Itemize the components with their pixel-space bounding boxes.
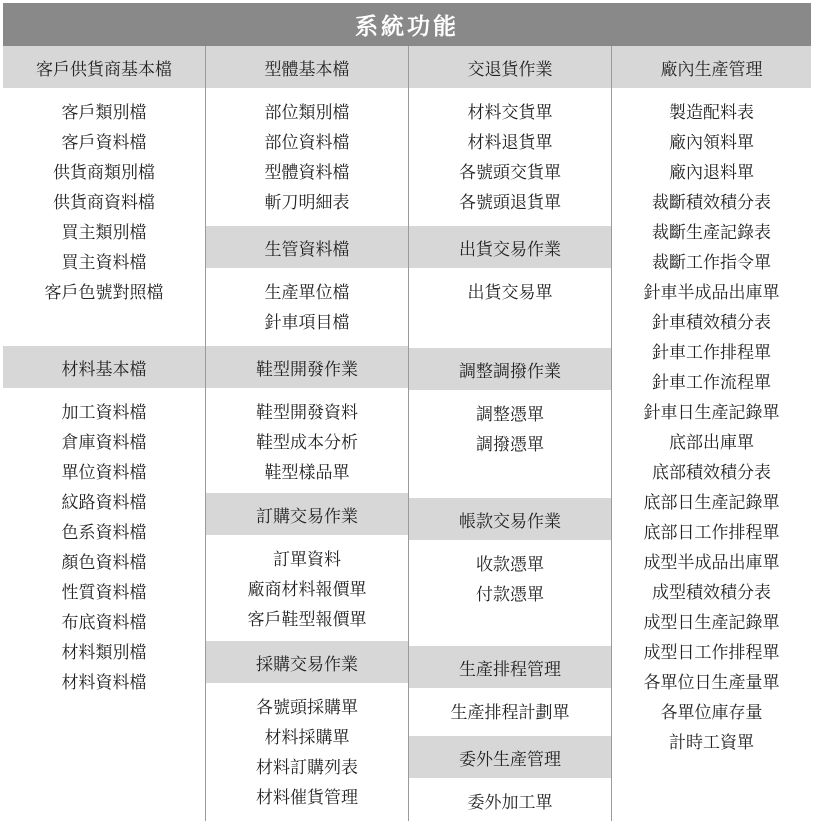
section-header: 帳款交易作業 [409, 498, 611, 540]
function-link[interactable]: 斬刀明細表 [264, 193, 350, 213]
function-link[interactable]: 鞋型開發資料 [256, 403, 358, 423]
function-link[interactable]: 材料採購單 [264, 728, 350, 748]
function-link[interactable]: 成型半成品出庫單 [643, 553, 780, 573]
function-link[interactable]: 生產排程計劃單 [450, 703, 570, 723]
section-header: 材料基本檔 [3, 346, 205, 388]
section-header: 廠內生產管理 [612, 46, 811, 88]
function-link[interactable]: 製造配料表 [669, 103, 754, 123]
function-link[interactable]: 客戶資料檔 [61, 133, 147, 153]
function-column [206, 46, 408, 821]
section-header: 調整調撥作業 [409, 348, 611, 390]
function-link[interactable]: 收款憑單 [476, 555, 544, 575]
function-link[interactable]: 鞋型成本分析 [256, 433, 358, 453]
section-header: 出貨交易作業 [409, 226, 611, 268]
function-link[interactable]: 底部出庫單 [669, 433, 754, 453]
function-link[interactable]: 型體資料檔 [264, 163, 350, 183]
function-link[interactable]: 材料資料檔 [61, 673, 147, 693]
function-link[interactable]: 裁斷工作指令單 [652, 253, 771, 273]
function-link[interactable]: 生產單位檔 [264, 283, 350, 303]
function-link[interactable]: 裁斷生產記錄表 [652, 223, 771, 243]
function-link[interactable]: 單位資料檔 [61, 463, 147, 483]
function-link[interactable]: 材料催貨管理 [256, 788, 358, 808]
section-header: 生管資料檔 [206, 226, 408, 268]
function-link[interactable]: 針車日生產記錄單 [643, 403, 780, 423]
function-link[interactable]: 材料交貨單 [467, 103, 553, 123]
section-header: 生產排程管理 [409, 646, 611, 688]
function-link[interactable]: 色系資料檔 [61, 523, 147, 543]
function-link[interactable]: 裁斷積效積分表 [652, 193, 771, 213]
function-link[interactable]: 各號頭採購單 [256, 698, 358, 718]
function-column [612, 46, 811, 821]
section-header: 委外生產管理 [409, 736, 611, 778]
function-link[interactable]: 客戶鞋型報價單 [247, 610, 367, 630]
function-link[interactable]: 買主資料檔 [61, 253, 147, 273]
function-link[interactable]: 計時工資單 [669, 733, 754, 753]
section-header: 型體基本檔 [206, 46, 408, 88]
function-link[interactable]: 部位類別檔 [264, 103, 350, 123]
function-link[interactable]: 針車積效積分表 [652, 313, 771, 333]
function-link[interactable]: 材料退貨單 [467, 133, 553, 153]
function-link[interactable]: 成型日工作排程單 [643, 643, 780, 663]
function-link[interactable]: 買主類別檔 [61, 223, 147, 243]
section-header: 客戶供貨商基本檔 [3, 46, 205, 88]
function-link[interactable]: 調撥憑單 [476, 435, 544, 455]
function-link[interactable]: 廠內領料單 [669, 133, 754, 153]
function-link[interactable]: 針車工作排程單 [652, 343, 771, 363]
function-link[interactable]: 鞋型樣品單 [264, 463, 350, 483]
function-link[interactable]: 底部日工作排程單 [643, 523, 780, 543]
section-header: 鞋型開發作業 [206, 346, 408, 388]
function-link[interactable]: 底部積效積分表 [652, 463, 771, 483]
function-link[interactable]: 廠商材料報價單 [247, 580, 367, 600]
function-link[interactable]: 針車半成品出庫單 [643, 283, 780, 303]
function-link[interactable]: 供貨商類別檔 [53, 163, 155, 183]
function-link[interactable]: 布底資料檔 [61, 613, 147, 633]
function-link[interactable]: 各號頭交貨單 [459, 163, 561, 183]
function-link[interactable]: 付款憑單 [476, 585, 544, 605]
function-link[interactable]: 出貨交易單 [467, 283, 553, 303]
function-column [3, 46, 205, 821]
function-link[interactable]: 委外加工單 [467, 793, 553, 813]
section-header: 交退貨作業 [409, 46, 611, 88]
function-link[interactable]: 針車項目檔 [264, 313, 350, 333]
function-link[interactable]: 材料訂購列表 [256, 758, 358, 778]
section-header: 訂購交易作業 [206, 493, 408, 535]
function-link[interactable]: 底部日生產記錄單 [643, 493, 780, 513]
function-column [409, 46, 611, 821]
function-link[interactable]: 廠內退料單 [669, 163, 754, 183]
function-link[interactable]: 成型積效積分表 [652, 583, 771, 603]
function-link[interactable]: 供貨商資料檔 [53, 193, 155, 213]
function-link[interactable]: 客戶類別檔 [61, 103, 147, 123]
function-link[interactable]: 各號頭退貨單 [459, 193, 561, 213]
function-link[interactable]: 性質資料檔 [61, 583, 147, 603]
function-link[interactable]: 倉庫資料檔 [61, 433, 147, 453]
function-link[interactable]: 顏色資料檔 [61, 553, 147, 573]
panel-title: 系統功能 [3, 3, 811, 46]
function-link[interactable]: 材料類別檔 [61, 643, 147, 663]
section-header: 採購交易作業 [206, 641, 408, 683]
function-link[interactable]: 訂單資料 [273, 550, 341, 570]
system-functions-panel [3, 3, 811, 821]
function-link[interactable]: 部位資料檔 [264, 133, 350, 153]
function-link[interactable]: 針車工作流程單 [652, 373, 771, 393]
function-link[interactable]: 各單位庫存量 [660, 703, 763, 723]
function-link[interactable]: 加工資料檔 [61, 403, 147, 423]
function-link[interactable]: 紋路資料檔 [61, 493, 147, 513]
function-link[interactable]: 調整憑單 [476, 405, 544, 425]
function-link[interactable]: 各單位日生產量單 [643, 673, 780, 693]
function-link[interactable]: 客戶色號對照檔 [44, 283, 164, 303]
function-link[interactable]: 成型日生產記錄單 [643, 613, 780, 633]
